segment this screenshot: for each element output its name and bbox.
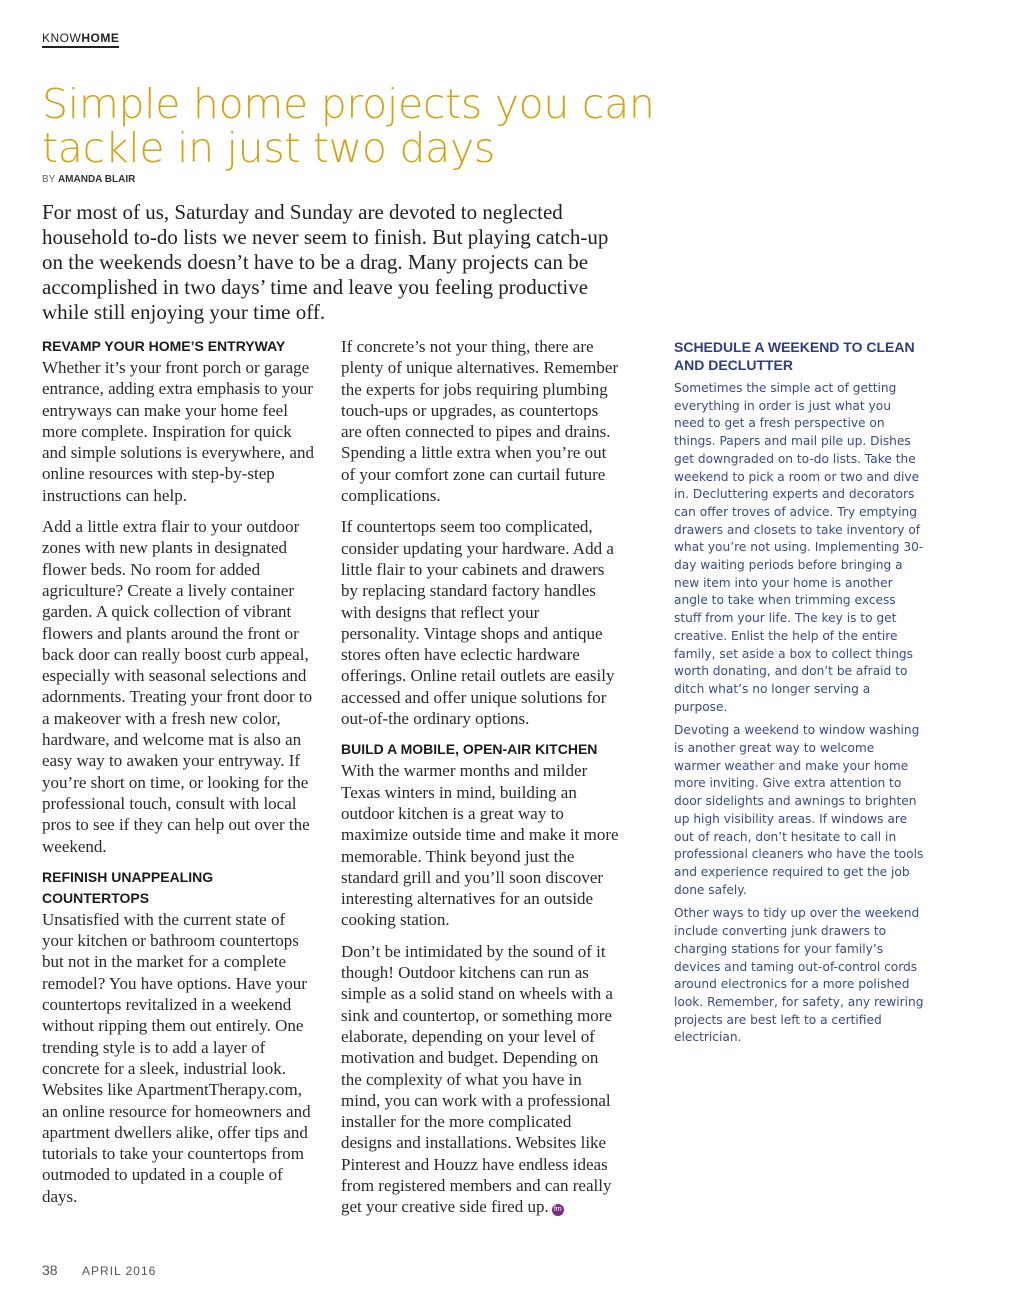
- declutter-sidebar: [674, 338, 924, 1053]
- kitchen-paragraph-2: [341, 941, 620, 1218]
- section-tag-light: KNOW: [42, 31, 82, 45]
- article-headline: Simple home projects you can tackle in just two days: [42, 80, 655, 172]
- entryway-paragraph-2: Add a little extra flair to your outdoor zones with new plants in designated flower beds. No room for added agriculture? Create a lively container garden. A quick collection of vibrant flowers and plants around the front or back door can really boost curb appeal, especially with seasonal selections and adornments. Treating your front door to a makeover with a fresh new color, hardware, and welcome mat is also an easy way to awaken your entryway. If you’re short on time, or looking for the professional touch, consult with local pros to see if they can help out over the weekend.: [42, 517, 313, 856]
- intro-paragraph: For most of us, Saturday and Sunday are devoted to neglected household to-do lists we never seem to finish. But playing catch-up on the weekends doesn’t have to be a drag. Many projects can be accomplished in two days’ time and leave you feeling productive while still enjoying your time off.: [42, 200, 609, 324]
- kitchen-paragraph-1: With the warmer months and milder Texas winters in mind, building an outdoor kitchen is a great way to maximize outside time and make it more memorable. Think beyond just the standard grill and you’ll soon discover interesting alternatives for an outside cooking station.: [341, 761, 619, 930]
- page-footer: [42, 1262, 156, 1280]
- countertops-heading: REFINISH UNAPPEALING COUNTERTOPS: [42, 868, 214, 906]
- article-column-1: [42, 336, 320, 1217]
- countertops-paragraph-2: If concrete’s not your thing, there are plenty of unique alternatives. Remember the experts for jobs requiring plumbing touch-ups or upgrades, as countertops are often connected to pipes and drains. Spending a little extra when you’re out of your comfort zone can curtail future complications.: [341, 337, 619, 506]
- end-mark-icon: fm: [552, 1204, 564, 1216]
- kitchen-paragraph-2-text: Don’t be intimidated by the sound of it though! Outdoor kitchens can run as simple as a solid stand on wheels with a sink and countertop, or something more elaborate, depending on your level of motivation and budget. Depending on the complexity of what you have in mind, you can work with a professional installer for the more complicated designs and installations. Websites like Pinterest and Houzz have endless ideas from registered members and can really get your creative side fired up.: [341, 941, 613, 1217]
- sidebar-paragraph-3: Other ways to tidy up over the weekend include converting junk drawers to charging stations for your family’s devices and taming out-of-control cords around electronics for a more polished look. Remember, for safety, any rewiring projects are best left to a certified electrician.: [674, 906, 924, 1045]
- kitchen-heading: BUILD A MOBILE, OPEN-AIR KITCHEN: [341, 741, 598, 758]
- page-number: 38: [42, 1262, 58, 1278]
- entryway-heading: REVAMP YOUR HOME’S ENTRYWAY: [42, 338, 286, 354]
- sidebar-heading: SCHEDULE A WEEKEND TO CLEAN AND DECLUTTER: [674, 339, 915, 373]
- sidebar-paragraph-1: Sometimes the simple act of getting everything in order is just what you need to get a fresh perspective on things. Papers and mail pile up. Dishes get downgraded on to-do lists. Take the weekend to pick a room or two and dive in. Decluttering experts and decorators can offer troves of advice. Try emptying drawers and closets to take inventory of what you’re not using. Implementing 30-day waiting periods before bringing a new item into your home is another angle to take when trimming excess stuff from your life. The key is to get creative. Enlist the help of the entire family, set aside a box to collect things worth donating, and don’t be afraid to ditch what’s no longer serving a purpose.: [674, 381, 924, 714]
- section-tag-bold: HOME: [81, 31, 120, 45]
- article-column-2: [341, 336, 620, 1228]
- section-tag: [42, 31, 119, 48]
- byline-prefix: BY: [42, 174, 56, 185]
- countertops-paragraph-1: Unsatisfied with the current state of your kitchen or bathroom countertops but not in the market for a complete remodel? You have options. Have your countertops revitalized in a weekend without ripping them out entirely. One trending style is to add a layer of concrete for a sleek, industrial look. Websites like ApartmentTherapy.com, an online resource for homeowners and apartment dwellers alike, offer tips and tutorials to take your countertops from outmoded to updated in a couple of days.: [42, 909, 311, 1206]
- byline: [42, 174, 135, 185]
- sidebar-paragraph-2: Devoting a weekend to window washing is another great way to welcome warmer weather and make your home more inviting. Give extra attention to door sidelights and awnings to brighten up high visibility areas. If windows are out of reach, don’t hesitate to call in professional cleaners who have the tools and experience required to get the job done safely.: [674, 723, 924, 897]
- byline-author: AMANDA BLAIR: [57, 174, 136, 185]
- countertops-paragraph-3: If countertops seem too complicated, consider updating your hardware. Add a little flair to your cabinets and drawers by replacing standard factory handles with designs that reflect your personality. Vintage shops and antique stores often have eclectic hardware offerings. Online retail outlets are easily accessed and offer unique solutions for out-of-the ordinary options.: [341, 517, 615, 729]
- entryway-paragraph-1: Whether it’s your front porch or garage entrance, adding extra emphasis to your entryways can make your home feel more complete. Inspiration for quick and simple solutions is everywhere, and online resources with step-by-step instructions can help.: [42, 358, 314, 505]
- issue-date: APRIL 2016: [82, 1264, 157, 1278]
